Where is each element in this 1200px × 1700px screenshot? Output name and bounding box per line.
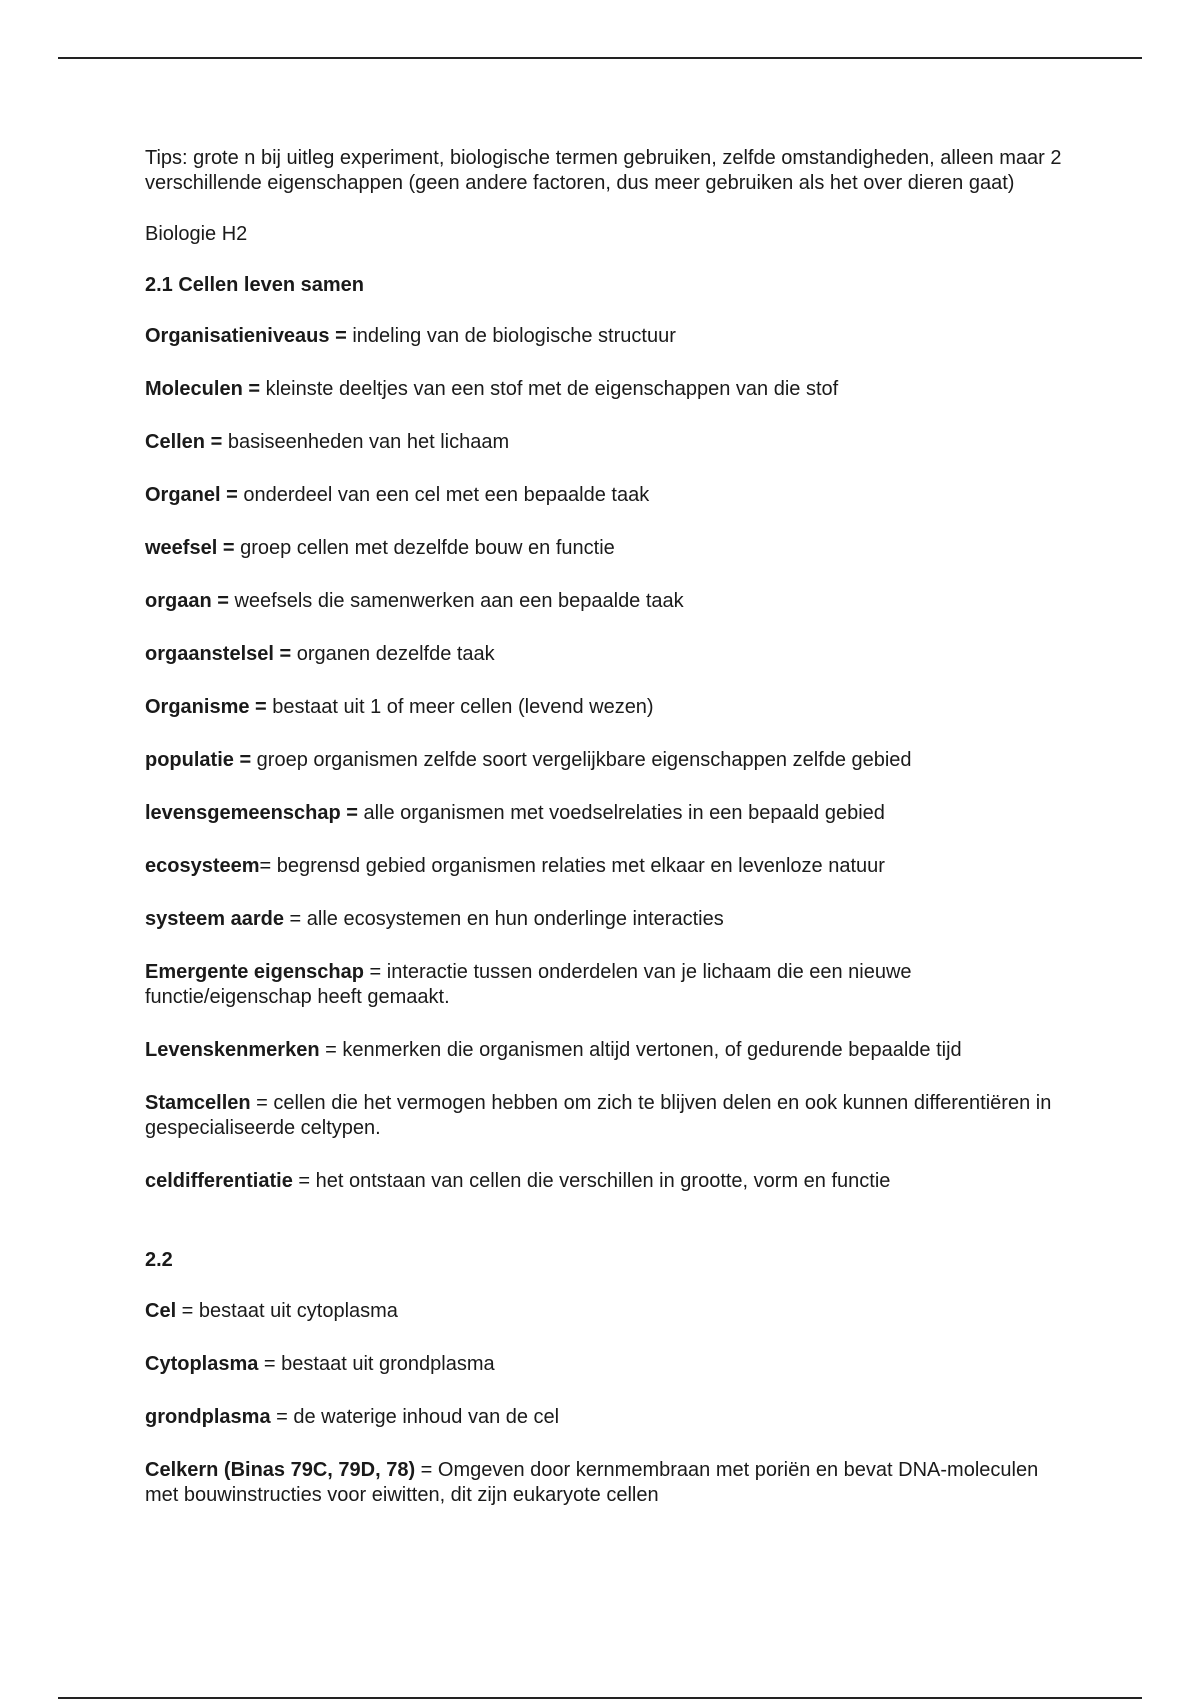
subject-title: Biologie H2 — [145, 223, 248, 245]
definition-item — [145, 1038, 1065, 1063]
definition-term: Moleculen = — [145, 378, 261, 400]
definition-term: Organel = — [145, 484, 238, 506]
definition-text: = het ontstaan van cellen die verschillen in grootte, vorm en functie — [292, 1170, 891, 1192]
definition-text: = interactie tussen onderdelen van je lichaam die een nieuwe functie/eigenschap heeft gemaakt. — [145, 961, 912, 1008]
definition-text: bestaat uit 1 of meer cellen (levend wezen) — [266, 696, 654, 718]
definition-item — [145, 589, 1065, 614]
definition-term: systeem aarde — [145, 908, 284, 930]
definition-item — [145, 536, 1065, 561]
tips-paragraph: Tips: grote n bij uitleg experiment, biologische termen gebruiken, zelfde omstandigheden, alleen maar 2 verschillende eigenschappen (geen andere factoren, dus meer gebruiken als het over dieren gaat) — [145, 147, 1062, 194]
definition-item — [145, 430, 1065, 455]
definition-text: = bestaat uit cytoplasma — [176, 1300, 398, 1322]
definition-list-2-2 — [145, 1299, 1065, 1508]
definition-text: = begrensd gebied organismen relaties met elkaar en levenloze natuur — [259, 855, 885, 877]
definition-item — [145, 483, 1065, 508]
definition-item — [145, 748, 1065, 773]
definition-term: Organisatieniveaus = — [145, 325, 347, 347]
definition-text: organen dezelfde taak — [291, 643, 495, 665]
definition-item — [145, 1458, 1065, 1508]
definition-item — [145, 854, 1065, 879]
definition-term: Stamcellen — [145, 1092, 251, 1114]
document-body — [145, 146, 1065, 1536]
definition-item — [145, 1352, 1065, 1377]
definition-item — [145, 1405, 1065, 1430]
definition-text: = alle ecosystemen en hun onderlinge interacties — [283, 908, 724, 930]
definition-item — [145, 801, 1065, 826]
definition-item — [145, 1299, 1065, 1324]
definition-item — [145, 1091, 1065, 1141]
definition-text: = de waterige inhoud van de cel — [270, 1406, 560, 1428]
definition-term: Organisme = — [145, 696, 267, 718]
definition-term: populatie = — [145, 749, 252, 771]
definition-term: celdifferentiatie — [145, 1170, 293, 1192]
header-rule — [58, 57, 1142, 59]
definition-term: Cytoplasma — [145, 1353, 259, 1375]
definition-text: basiseenheden van het lichaam — [222, 431, 510, 453]
definition-text: kleinste deeltjes van een stof met de eigenschappen van die stof — [260, 378, 839, 400]
definition-term: orgaanstelsel = — [145, 643, 292, 665]
definition-item — [145, 1169, 1065, 1194]
definition-text: = kenmerken die organismen altijd vertonen, of gedurende bepaalde tijd — [319, 1039, 962, 1061]
definition-item — [145, 377, 1065, 402]
definition-term: Celkern (Binas 79C, 79D, 78) — [145, 1459, 416, 1481]
definition-text: indeling van de biologische structuur — [346, 325, 676, 347]
definition-item — [145, 960, 1065, 1010]
definition-list-2-1 — [145, 324, 1065, 1194]
definition-item — [145, 324, 1065, 349]
definition-term: Emergente eigenschap — [145, 961, 364, 983]
definition-term: Levenskenmerken — [145, 1039, 320, 1061]
definition-text: onderdeel van een cel met een bepaalde taak — [237, 484, 650, 506]
definition-text: = Omgeven door kernmembraan met poriën en bevat DNA-moleculen met bouwinstructies voor eiwitten, dit zijn eukaryote cellen — [145, 1459, 1039, 1506]
definition-term: grondplasma — [145, 1406, 271, 1428]
definition-text: = bestaat uit grondplasma — [258, 1353, 495, 1375]
definition-item — [145, 642, 1065, 667]
definition-text: groep organismen zelfde soort vergelijkbare eigenschappen zelfde gebied — [251, 749, 912, 771]
footer-rule — [58, 1697, 1142, 1699]
definition-term: weefsel = — [145, 537, 235, 559]
definition-text: groep cellen met dezelfde bouw en functie — [234, 537, 615, 559]
definition-term: orgaan = — [145, 590, 229, 612]
section-heading-2-2: 2.2 — [145, 1249, 173, 1271]
definition-item — [145, 695, 1065, 720]
definition-item — [145, 907, 1065, 932]
definition-term: Cel — [145, 1300, 177, 1322]
definition-term: Cellen = — [145, 431, 223, 453]
definition-text: weefsels die samenwerken aan een bepaalde taak — [228, 590, 684, 612]
section-heading-2-1: 2.1 Cellen leven samen — [145, 274, 365, 296]
definition-text: alle organismen met voedselrelaties in een bepaald gebied — [357, 802, 885, 824]
definition-text: = cellen die het vermogen hebben om zich te blijven delen en ook kunnen differentiëren in gespecialiseerde celtypen. — [145, 1092, 1052, 1139]
definition-term: levensgemeenschap = — [145, 802, 358, 824]
definition-term: ecosysteem — [145, 855, 260, 877]
